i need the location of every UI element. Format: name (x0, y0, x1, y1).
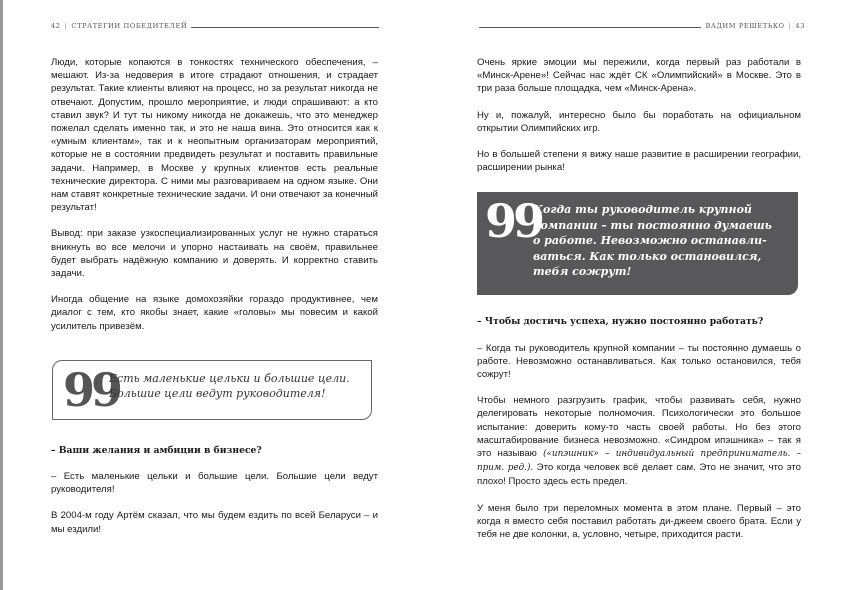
paragraph: Люди, которые копаются в тонкостях технического обеспечения, – мешают. Из-за недоверия в итоге страдают отношения, и страдает результат. Такие клиенты влияют на процесс, но за результат никогда не отвечают. Допустим, прошло мероприятие, и люди спрашивают: а кто ставил звук? И тут ты никому никогда не докажешь, что это менеджер пожелал сделать именно так, и это не наша вина. Это относится как к «умным клиентам», так и к неопытным организаторам мероприятий, которые не в состоянии предвидеть результат и поставить правильные задачи. Например, в Москве у крупных клиентов есть реальные технические директора. С ними мы разговариваем на одном языке. Они нам ставят конкретные технические задачи. И они отвечают за конечный результат! (51, 57, 378, 214)
editor-note: («ипэшник» – индивидуальный предприниматель. – прим. ред.) (477, 449, 801, 474)
left-page (3, 0, 423, 590)
paragraph: Но в большей степени я вижу наше развитие в расширении географии, расширении рынка! (477, 149, 801, 174)
pull-quote-dark (477, 192, 798, 295)
page-number: 42 (51, 22, 61, 30)
header-rule (191, 27, 379, 28)
running-head-right (479, 20, 805, 32)
paragraph: – Когда ты руководитель крупной компании – ты постоянно думаешь о работе. Невозможно останавливаться. Как только остановился, тебя сожрут! (477, 342, 801, 381)
pull-quote-light (52, 360, 372, 420)
paragraph: В 2004-м году Артём сказал, что мы будем ездить по всей Беларуси – и мы ездили! (51, 510, 378, 535)
separator: | (788, 22, 792, 30)
quote-mark-icon: 99 (485, 194, 542, 248)
running-head-left (51, 20, 379, 32)
page-number: 43 (795, 22, 805, 30)
running-head-title: СТРАТЕГИИ ПОБЕДИТЕЛЕЙ (71, 22, 188, 30)
paragraph: Иногда общение на языке домохозяйки гораздо продуктивнее, чем диалог с тем, кто якобы знает, какие «головы» мы повесим и какой усилитель привезём. (51, 294, 378, 332)
paragraph: Очень яркие эмоции мы пережили, когда первый раз работали в «Минск-Арене»! Сейчас нас ждёт СК «Олимпийский» в Москве. Это в три раза больше площадка, чем «Минск-Арена». (477, 57, 801, 95)
header-rule (479, 27, 701, 28)
pull-quote-text: Когда ты руководитель крупной компании – ты постоянно думаешь о работе. Невозможно останавли-ваться. Как только остановился, тебя сожрут! (533, 203, 772, 278)
paragraph: Вывод: при заказе узкоспециализированных услуг не нужно стараться вникнуть во все мелочи и упорно настаивать на своём, правильнее будет выбрать надёжную компанию и доверять. И корректно ставить задачи. (51, 228, 378, 280)
running-head-title: ВАДИМ РЕШЕТЬКО (705, 22, 785, 30)
text-run: Чтобы немного разгрузить график, чтобы развивать себя, нужно делегировать некоторые полномочия. Психологически это большое испытание: доверить кому-то часть своей работы. Но без этого масштабирование бизнеса невозможно. «Синдром ипэшника» – так я это называю (477, 395, 801, 460)
text-run: . Это когда человек всё делает сам. Это не значит, что это плохо! Просто здесь есть предел. (477, 462, 801, 488)
quote-mark-icon: 99 (63, 363, 120, 417)
pull-quote-text: Есть маленькие цельки и большие цели. Большие цели ведут руководителя! (109, 372, 350, 400)
interview-question: – Чтобы достичь успеха, нужно постоянно работать? (477, 316, 764, 328)
left-text-column (51, 56, 378, 549)
paragraph: – Есть маленькие цельки и большие цели. Большие цели ведут руководителя! (51, 471, 378, 496)
right-text-column (477, 56, 801, 554)
paragraph-delegation (477, 394, 801, 488)
paragraph: Ну и, пожалуй, интересно было бы поработать на официальном открытии Олимпийских игр. (477, 109, 801, 134)
interview-question: – Ваши желания и амбиции в бизнесе? (51, 444, 262, 456)
separator: | (64, 22, 68, 30)
right-page (423, 0, 847, 590)
paragraph: У меня было три переломных момента в этом плане. Первый – это когда я вместо себя поставил работать ди-джеем своего брата. Если у тебя не две колонки, а, условно, четыре, приходится расти. (477, 502, 801, 541)
